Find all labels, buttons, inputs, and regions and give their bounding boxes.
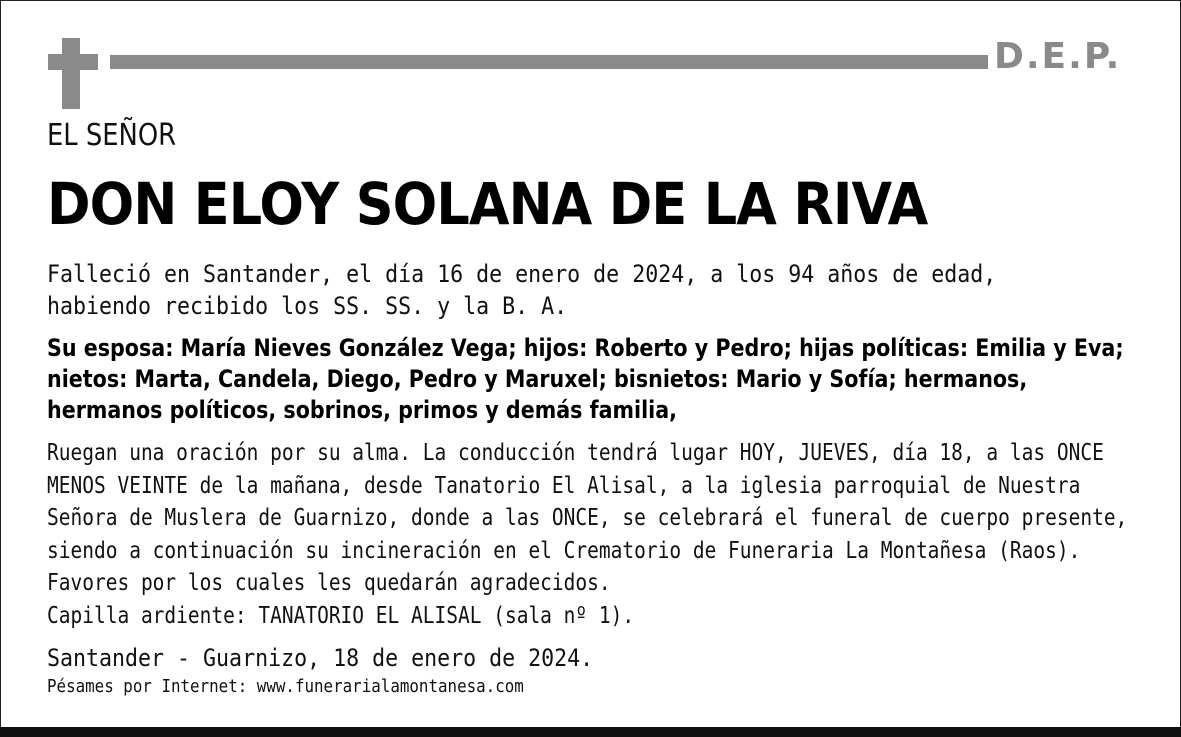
cross-icon	[62, 38, 80, 109]
header-rule	[110, 55, 988, 69]
ceremony-details	[47, 437, 1128, 632]
family-list	[47, 333, 1124, 426]
family-line: Su esposa: María Nieves González Vega; hijos: Roberto y Pedro; hijas políticas: Emilia y Eva;	[47, 334, 1124, 362]
death-info	[47, 258, 1037, 322]
family-line: hermanos políticos, sobrinos, primos y demás familia,	[47, 396, 678, 424]
deceased-name: DON ELOY SOLANA DE LA RIVA	[47, 170, 928, 238]
dep-label: D.E.P.	[994, 36, 1122, 77]
ceremony-line: MENOS VEINTE de la mañana, desde Tanatorio El Alisal, a la iglesia parroquial de Nuestra	[47, 472, 1081, 499]
ceremony-line: Capilla ardiente: TANATORIO EL ALISAL (sala nº 1).	[47, 602, 635, 629]
place-date: Santander - Guarnizo, 18 de enero de 2024.	[47, 644, 594, 672]
cross-icon-arm	[48, 54, 98, 70]
ceremony-line: siendo a continuación su incineración en el Crematorio de Funeraria La Montañesa (Raos).	[47, 537, 1081, 564]
family-line: nietos: Marta, Candela, Diego, Pedro y Maruxel; bisnietos: Mario y Sofía; hermanos,	[47, 365, 1028, 393]
death-line: habiendo recibido los SS. SS. y la B. A.	[47, 292, 568, 320]
ceremony-line: Favores por los cuales les quedarán agradecidos.	[47, 570, 611, 596]
bottom-border	[0, 727, 1181, 737]
death-line: Falleció en Santander, el día 16 de enero de 2024, a los 94 años de edad,	[47, 260, 997, 288]
ceremony-line: Señora de Muslera de Guarnizo, donde a las ONCE, se celebrará el funeral de cuerpo presente,	[47, 505, 1128, 531]
ceremony-line: Ruegan una oración por su alma. La conducción tendrá lugar HOY, JUEVES, día 18, a las ONCE	[47, 440, 1104, 466]
condolences-link: Pésames por Internet: www.funerarialamontanesa.com	[47, 676, 524, 697]
title-prefix: EL SEÑOR	[47, 118, 177, 153]
